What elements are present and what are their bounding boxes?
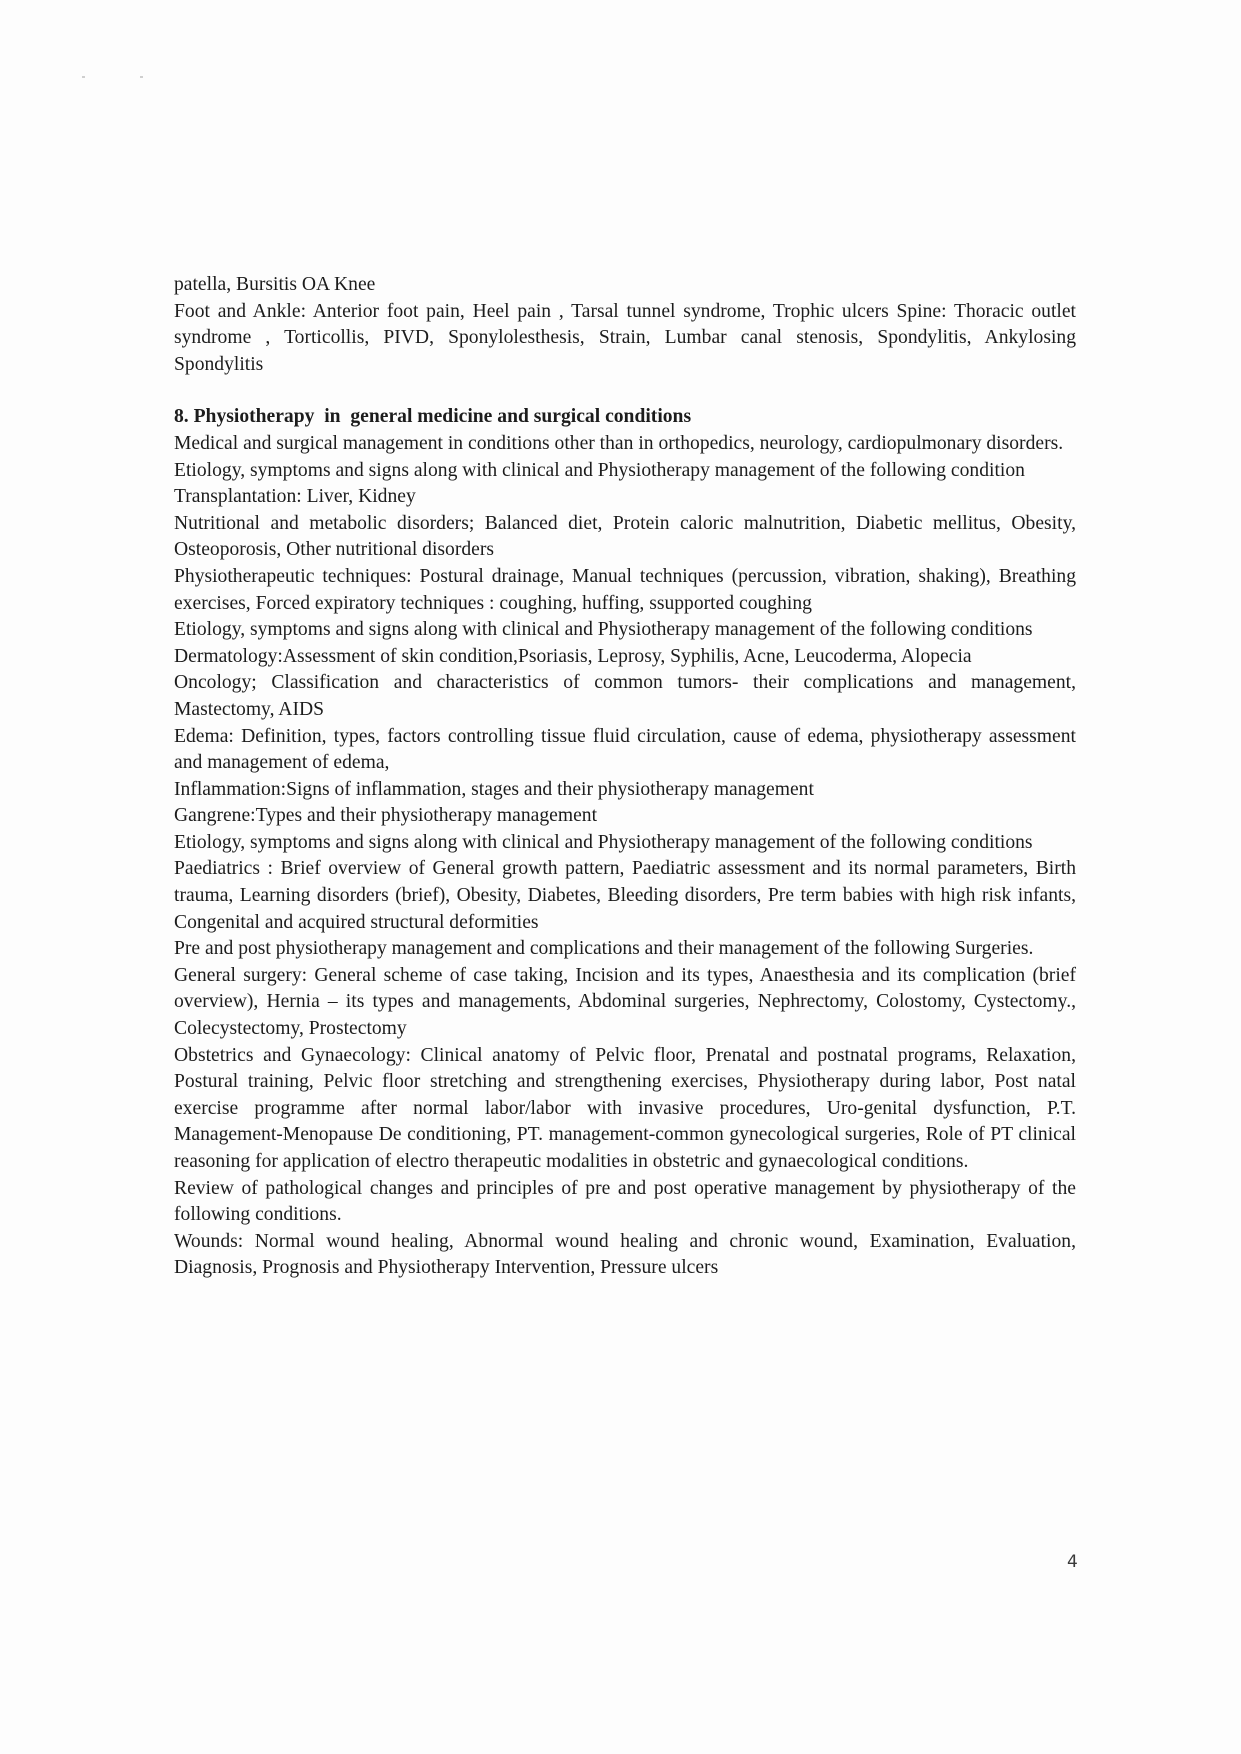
body-paragraph: Pre and post physiotherapy management and complications and their management of the following Surgeries.: [174, 938, 1034, 960]
body-paragraph: Nutritional and metabolic disorders; Balanced diet, Protein caloric malnutrition, Diabetic mellitus, Obesity, Osteoporosis, Other nutritional disorders: [174, 512, 1076, 561]
document-body: [174, 272, 1076, 1282]
scan-speck: [140, 76, 143, 78]
body-paragraph: Transplantation: Liver, Kidney: [174, 486, 416, 508]
scan-speck: [82, 76, 85, 78]
body-paragraph: Wounds: Normal wound healing, Abnormal wound healing and chronic wound, Examination, Evaluation, Diagnosis, Prognosis and Physiotherapy Intervention, Pressure ulcers: [174, 1230, 1076, 1279]
body-paragraph: Physiotherapeutic techniques: Postural drainage, Manual techniques (percussion, vibration, shaking), Breathing exercises, Forced expiratory techniques : coughing, huffing, ssupported coughing: [174, 565, 1076, 614]
body-paragraph: Dermatology:Assessment of skin condition,Psoriasis, Leprosy, Syphilis, Acne, Leucoderma, Alopecia: [174, 645, 972, 667]
body-paragraph: Review of pathological changes and principles of pre and post operative management by physiotherapy of the following conditions.: [174, 1177, 1076, 1226]
body-paragraph: Obstetrics and Gynaecology: Clinical anatomy of Pelvic floor, Prenatal and postnatal programs, Relaxation, Postural training, Pelvic floor stretching and strengthening exercises, Physiotherapy during labor, Post natal exercise programme after normal labor/labor with invasive procedures, Uro-genital dysfunction, P.T. Management-Menopause De conditioning, PT. management-common gynecological surgeries, Role of PT clinical reasoning for application of electro therapeutic modalities in obstetric and gynaecological conditions.: [174, 1044, 1076, 1172]
body-paragraph: Edema: Definition, types, factors controlling tissue fluid circulation, cause of edema, physiotherapy assessment and management of edema,: [174, 725, 1076, 774]
body-paragraph: Etiology, symptoms and signs along with clinical and Physiotherapy management of the following conditions: [174, 831, 1033, 853]
body-paragraph: Oncology; Classification and characteristics of common tumors- their complications and management, Mastectomy, AIDS: [174, 672, 1076, 720]
body-paragraph: patella, Bursitis OA Knee: [174, 274, 376, 295]
page-number: 4: [1067, 1552, 1078, 1572]
body-paragraph: Foot and Ankle: Anterior foot pain, Heel pain , Tarsal tunnel syndrome, Trophic ulcers Spine: Thoracic outlet syndrome , Torticollis, PIVD, Sponylolesthesis, Strain, Lumbar canal stenosis, Spondylitis, Ankylosing Spondylitis: [174, 300, 1076, 375]
body-paragraph: Paediatrics : Brief overview of General growth pattern, Paediatric assessment and its normal parameters, Birth trauma, Learning disorders (brief), Obesity, Diabetes, Bleeding disorders, Pre term babies with high risk infants, Congenital and acquired structural deformities: [174, 858, 1076, 933]
body-paragraph: Inflammation:Signs of inflammation, stages and their physiotherapy management: [174, 778, 814, 800]
body-paragraph: Etiology, symptoms and signs along with clinical and Physiotherapy management of the following condition: [174, 459, 1025, 481]
body-paragraph: Medical and surgical management in conditions other than in orthopedics, neurology, cardiopulmonary disorders.: [174, 432, 1064, 454]
body-paragraph: Etiology, symptoms and signs along with clinical and Physiotherapy management of the following conditions: [174, 619, 1033, 641]
body-paragraph: Gangrene:Types and their physiotherapy management: [174, 805, 598, 827]
body-paragraph: General surgery: General scheme of case taking, Incision and its types, Anaesthesia and its complication (brief overview), Hernia – its types and managements, Abdominal surgeries, Nephrectomy, Colostomy, Cystectomy., Colecystectomy, Prostectomy: [174, 964, 1076, 1040]
section-heading: 8. Physiotherapy in general medicine and surgical conditions: [174, 406, 692, 428]
